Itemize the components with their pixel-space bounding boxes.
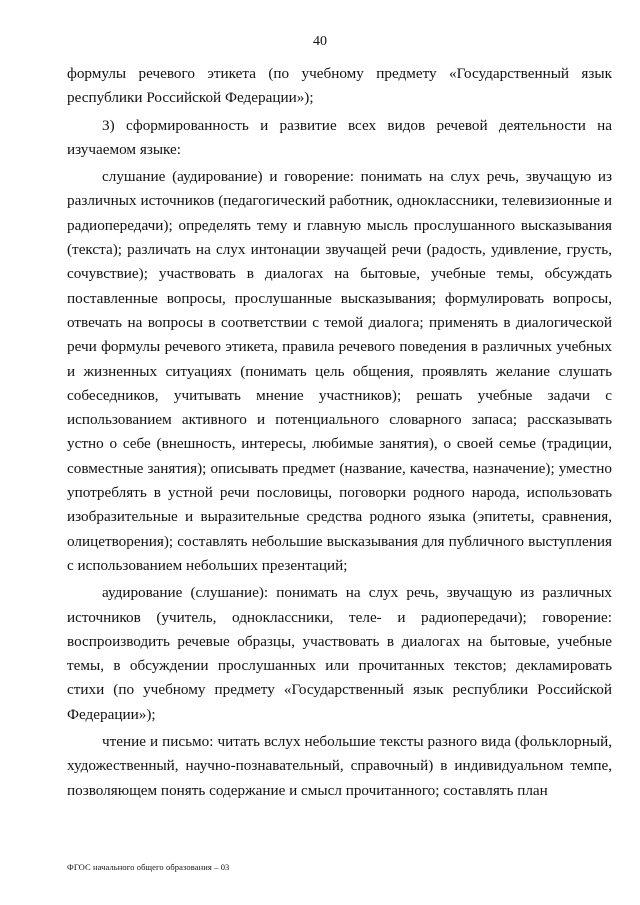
- footer-note: ФГОС начального общего образования – 03: [67, 862, 230, 872]
- paragraph-2: 3) сформированность и развитие всех видов речевой деятельности на изучаемом языке:: [67, 116, 612, 158]
- paragraph-5: чтение и письмо: читать вслух небольшие тексты разного вида (фольклорный, художественный, научно-познавательный, справочный) в индивидуальном темпе, позволяющем понять содержание и смысл прочитанного; составлять план: [67, 733, 612, 799]
- page-number: 40: [313, 34, 327, 49]
- body-text: [67, 62, 612, 803]
- paragraph-1: формулы речевого этикета (по учебному предмету «Государственный язык республики Российской Федерации»);: [67, 65, 612, 107]
- paragraph-4: аудирование (слушание): понимать на слух речь, звучащую из различных источников (учитель, одноклассники, теле- и радиопередачи); говорение: воспроизводить речевые образцы, участвовать в диалогах на бытовые, учебные темы, в обсуждении прослушанных или прочитанных текстов; декламировать стихи (по учебному предмету «Государственный язык республики Российской Федерации»);: [67, 584, 612, 723]
- paragraph-3: слушание (аудирование) и говорение: понимать на слух речь, звучащую из различных источников (педагогический работник, одноклассники, телевизионные и радиопередачи); определять тему и главную мысль прослушанного высказывания (текста); различать на слух интонации звучащей речи (радость, удивление, грусть, сочувствие); участвовать в диалогах на бытовые, учебные темы, обсуждать поставленные вопросы, прослушанные высказывания; формулировать вопросы, отвечать на вопросы в соответствии с темой диалога; применять в диалогической речи формулы речевого этикета, правила речевого поведения в различных учебных и жизненных ситуациях (понимать цель общения, проявлять желание слушать собеседников, учитывать мнение участников); решать учебные задачи с использованием активного и потенциального словарного запаса; рассказывать устно о себе (внешность, интересы, любимые занятия), о своей семье (традиции, совместные занятия); описывать предмет (название, качества, назначение); уместно употреблять в устной речи пословицы, поговорки родного народа, использовать изобразительные и выразительные средства родного языка (эпитеты, сравнения, олицетворения); составлять небольшие высказывания для публичного выступления с использованием небольших презентаций;: [67, 168, 612, 574]
